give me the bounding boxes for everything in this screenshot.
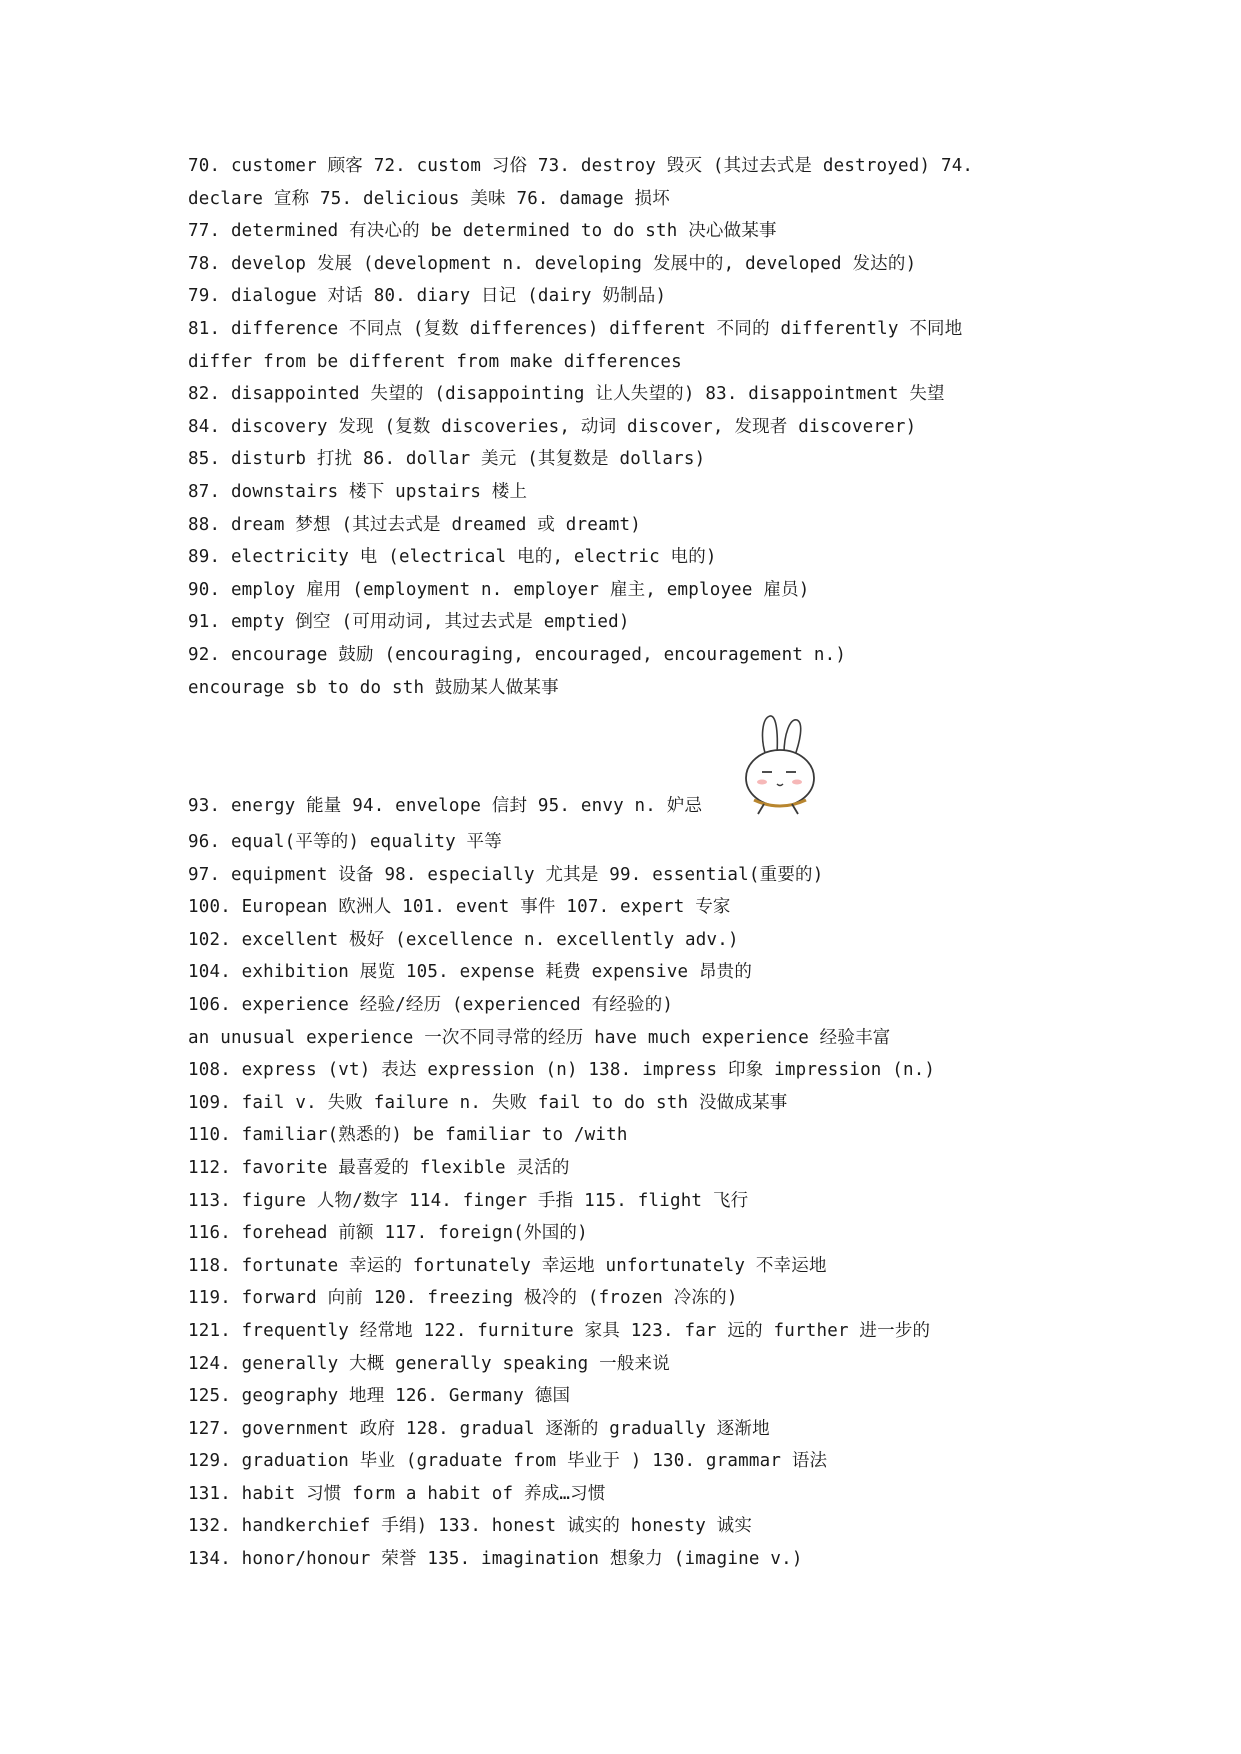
vocab-line: 97. equipment 设备 98. especially 尤其是 99. essential(重要的) [188, 864, 824, 885]
vocab-line: 82. disappointed 失望的 (disappointing 让人失望的) 83. disappointment 失望 [188, 384, 945, 405]
vocabulary-block-2 [188, 826, 1068, 1576]
vocab-line: 100. European 欧洲人 101. event 事件 107. expert 专家 [188, 897, 731, 918]
vocab-line: 132. handkerchief 手绢) 133. honest 诚实的 honesty 诚实 [188, 1516, 753, 1537]
vocab-line: 116. forehead 前额 117. foreign(外国的) [188, 1223, 588, 1244]
vocab-line: 77. determined 有决心的 be determined to do sth 决心做某事 [188, 221, 777, 242]
vocab-line: 85. disturb 打扰 86. dollar 美元 (其复数是 dollars) [188, 449, 706, 470]
vocab-line: 89. electricity 电 (electrical 电的, electric 电的) [188, 547, 717, 568]
vocabulary-block-1 [188, 150, 1068, 704]
vocab-line: an unusual experience 一次不同寻常的经历 have much experience 经验丰富 [188, 1027, 891, 1048]
vocab-line: 78. develop 发展 (development n. developing 发展中的, developed 发达的) [188, 253, 917, 274]
vocab-line: 113. figure 人物/数字 114. finger 手指 115. flight 飞行 [188, 1190, 749, 1211]
vocab-line: 125. geography 地理 126. Germany 德国 [188, 1386, 571, 1407]
vocab-line: encourage sb to do sth 鼓励某人做某事 [188, 677, 559, 698]
vocab-line: 119. forward 向前 120. freezing 极冷的 (frozen 冷冻的) [188, 1288, 738, 1309]
vocab-line: 91. empty 倒空 (可用动词, 其过去式是 emptied) [188, 612, 630, 633]
vocab-line: 127. government 政府 128. gradual 逐渐的 gradually 逐渐地 [188, 1418, 770, 1439]
vocab-line: 112. favorite 最喜爱的 flexible 灵活的 [188, 1157, 570, 1178]
rabbit-sticker-icon [740, 712, 820, 816]
vocab-line: 70. customer 顾客 72. custom 习俗 73. destroy 毁灭 (其过去式是 destroyed) 74. [188, 156, 974, 176]
vocab-line: 79. dialogue 对话 80. diary 日记 (dairy 奶制品) [188, 286, 667, 307]
vocab-line: 121. frequently 经常地 122. furniture 家具 123. far 远的 further 进一步的 [188, 1320, 931, 1341]
vocab-line: 134. honor/honour 荣誉 135. imagination 想象力 (imagine v.) [188, 1549, 803, 1570]
vocab-line: 118. fortunate 幸运的 fortunately 幸运地 unfortunately 不幸运地 [188, 1255, 827, 1276]
vocabulary-block-93 [188, 790, 1068, 823]
vocab-line: 87. downstairs 楼下 upstairs 楼上 [188, 481, 528, 502]
vocab-line: 84. discovery 发现 (复数 discoveries, 动词 discover, 发现者 discoverer) [188, 416, 917, 437]
vocab-line: 106. experience 经验/经历 (experienced 有经验的) [188, 994, 674, 1015]
vocab-line: declare 宣称 75. delicious 美味 76. damage 损坏 [188, 188, 670, 209]
vocab-line: differ from be different from make differences [188, 351, 682, 372]
vocab-line: 110. familiar(熟悉的) be familiar to /with [188, 1125, 628, 1146]
vocab-line: 88. dream 梦想 (其过去式是 dreamed 或 dreamt) [188, 514, 641, 535]
vocab-line-93: 93. energy 能量 94. envelope 信封 95. envy n. 妒忌 [188, 796, 703, 816]
vocab-line: 90. employ 雇用 (employment n. employer 雇主, employee 雇员) [188, 579, 810, 600]
vocab-line: 81. difference 不同点 (复数 differences) different 不同的 differently 不同地 [188, 318, 963, 339]
vocab-line: 131. habit 习惯 form a habit of 养成…习惯 [188, 1483, 606, 1504]
vocab-line: 92. encourage 鼓励 (encouraging, encouraged, encouragement n.) [188, 644, 847, 665]
vocab-line: 108. express (vt) 表达 expression (n) 138. impress 印象 impression (n.) [188, 1060, 936, 1081]
vocab-line: 129. graduation 毕业 (graduate from 毕业于 ) 130. grammar 语法 [188, 1451, 828, 1472]
vocab-line: 96. equal(平等的) equality 平等 [188, 832, 502, 852]
vocab-line: 109. fail v. 失败 failure n. 失败 fail to do sth 没做成某事 [188, 1092, 788, 1113]
vocab-line: 104. exhibition 展览 105. expense 耗费 expensive 昂贵的 [188, 962, 753, 983]
vocab-line: 124. generally 大概 generally speaking 一般来说 [188, 1353, 670, 1374]
vocab-line: 102. excellent 极好 (excellence n. excellently adv.) [188, 929, 739, 950]
